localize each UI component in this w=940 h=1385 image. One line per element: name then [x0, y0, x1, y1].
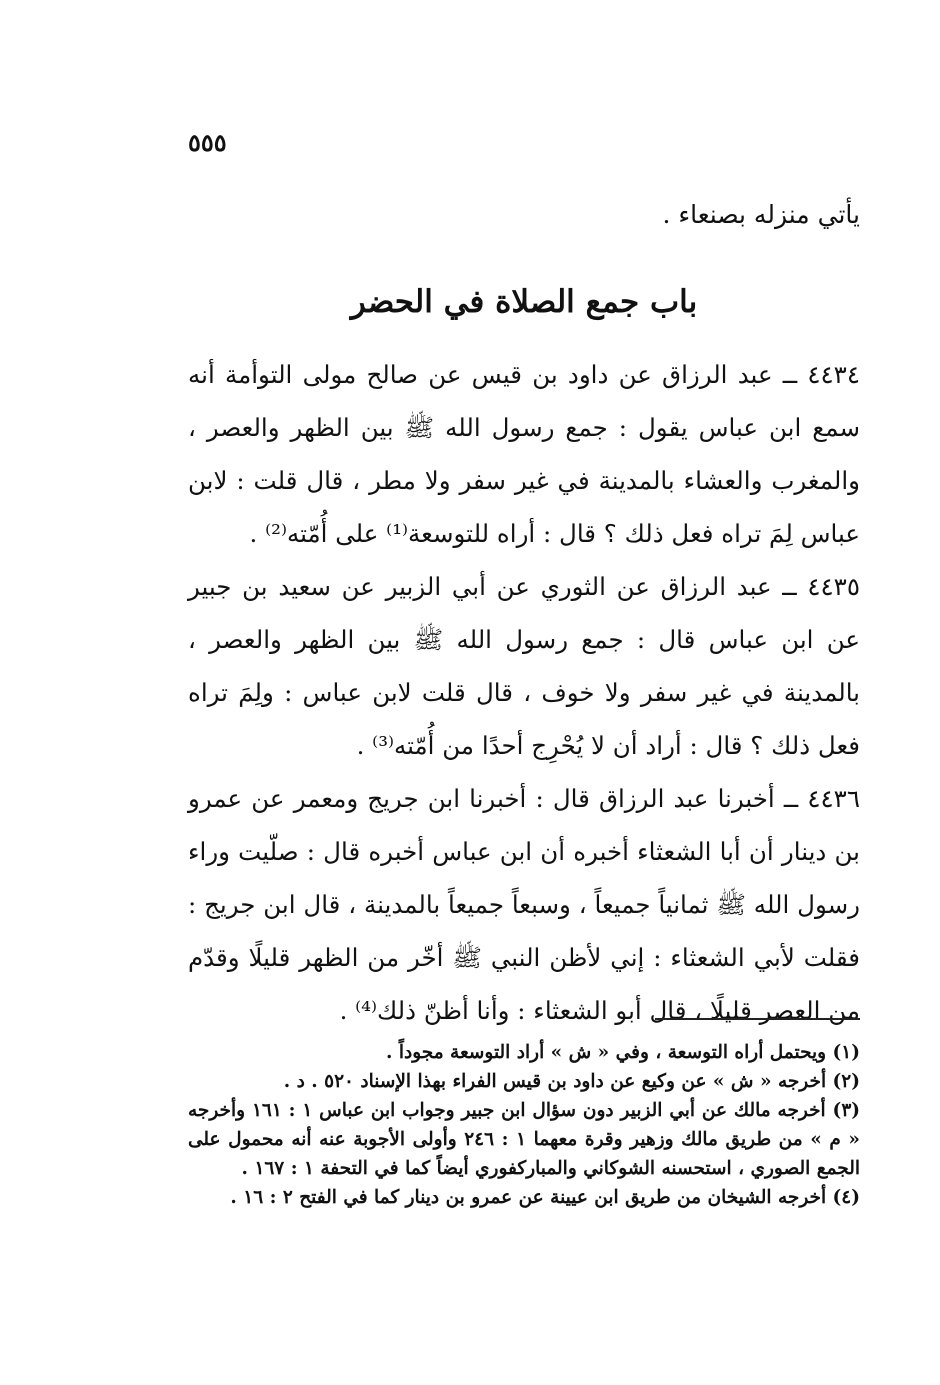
hadith-4435: ٤٤٣٥ ــ عبد الرزاق عن الثوري عن أبي الزبير عن سعيد بن جبير عن ابن عباس قال : جمع رسول الله ﷺ بين الظهر والعصر ، بالمدينة في غير سفر ولا خوف ، قال قلت لابن عباس : ولِمَ تراه فعل ذلك ؟ قال : أراد أن لا يُحْرِج أحدًا من أُمّته⁽³⁾ .	[188, 572, 860, 760]
footnote-2: (٢) أخرجه « ش » عن وكيع عن داود بن قيس الفراء بهذا الإسناد ٥٢٠ . د .	[283, 1071, 860, 1092]
hadith-4436: ٤٤٣٦ ــ أخبرنا عبد الرزاق قال : أخبرنا ابن جريج ومعمر عن عمرو بن دينار أن أبا الشعثاء أخبره أن ابن عباس أخبره قال : صلّيت وراء رسول الله ﷺ ثمانياً جميعاً ، وسبعاً جميعاً بالمدينة ، قال ابن جريج : فقلت لأبي الشعثاء : إني لأظن النبي ﷺ أخّر من الظهر قليلًا وقدّم من العصر قليلًا ، قال أبو الشعثاء : وأنا أظنّ ذلك⁽⁴⁾ .	[188, 784, 860, 1025]
footnote-4: (٤) أخرجه الشيخان من طريق ابن عيينة عن عمرو بن دينار كما في الفتح ٢ : ١٦ .	[230, 1187, 860, 1208]
footnotes	[188, 1038, 860, 1212]
footnote-divider	[655, 1018, 860, 1020]
footnote-3: (٣) أخرجه مالك عن أبي الزبير دون سؤال ابن جبير وجواب ابن عباس ١ : ١٦١ وأخرجه « م » من طريق مالك وزهير وقرة معهما ١ : ٢٤٦ وأولى الأجوبة عنه أنه محمول على الجمع الصوري ، استحسنه الشوكاني والمباركفوري أيضاً كما في التحفة ١ : ١٦٧ .	[188, 1100, 861, 1179]
hadith-4434: ٤٤٣٤ ــ عبد الرزاق عن داود بن قيس عن صالح مولى التوأمة أنه سمع ابن عباس يقول : جمع رسول الله ﷺ بين الظهر والعصر ، والمغرب والعشاء بالمدينة في غير سفر ولا مطر ، قال قلت : لابن عباس لِمَ تراه فعل ذلك ؟ قال : أراه للتوسعة⁽¹⁾ على أُمّته⁽²⁾ .	[188, 360, 860, 548]
footnote-1: (١) ويحتمل أراه التوسعة ، وفي « ش » أراد التوسعة مجوداً .	[385, 1042, 860, 1063]
page-number: ٥٥٥	[188, 128, 227, 157]
carry-over-line: يأتي منزله بصنعاء .	[662, 200, 860, 229]
section-title: باب جمع الصلاة في الحضر	[350, 284, 698, 320]
